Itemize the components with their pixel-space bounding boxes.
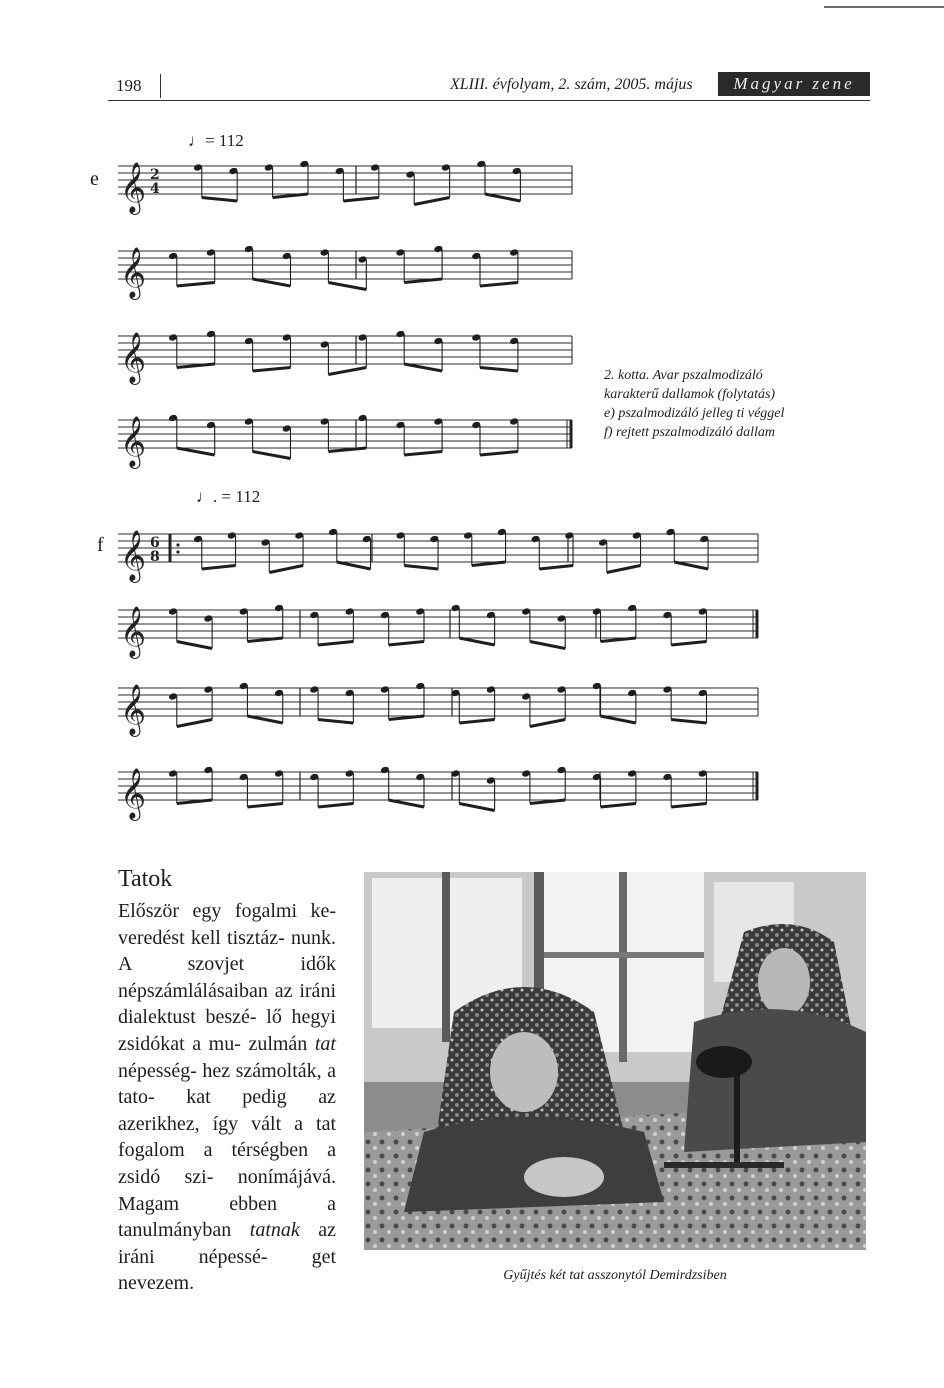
repeat-dot [176, 550, 179, 553]
issue-info: XLIII. évfolyam, 2. szám, 2005. május [450, 76, 693, 93]
note-beam [404, 364, 442, 371]
note-beam [472, 562, 506, 566]
note-beam [674, 562, 708, 569]
note-beam [671, 804, 706, 808]
note-beam [247, 716, 282, 723]
note-beam [530, 642, 565, 649]
example-e-label: e [90, 168, 99, 190]
body-line: zulmán tat népesség- [118, 1032, 336, 1082]
note-beam [480, 368, 518, 372]
body-line: Először egy fogalmi ke- [118, 900, 336, 922]
time-signature-denominator: 4 [150, 181, 160, 197]
note-beam [389, 642, 424, 646]
note-beam [530, 800, 565, 804]
note-beam [601, 804, 636, 808]
note-beam [459, 804, 494, 811]
section-badge: Magyar zene [718, 72, 870, 96]
body-line: nonímájává. Magam [118, 1165, 336, 1215]
body-line: nunk. A szovjet idők [118, 926, 337, 976]
photo-image [364, 872, 866, 1250]
treble-clef-icon: 𝄞 [120, 530, 147, 581]
photo-caption: Gyűjtés két tat asszonytól Demirdzsiben [503, 1268, 727, 1283]
treble-clef-icon: 𝄞 [120, 684, 147, 735]
note-beam [247, 638, 282, 642]
dotted-quarter-note-icon: ♩ [196, 487, 213, 506]
note-beam [177, 283, 215, 287]
note-beam [177, 800, 212, 804]
note-beam [328, 448, 366, 452]
article-body [118, 898, 336, 1297]
example-f-tempo: ♩. = 112 [196, 487, 261, 506]
body-line: a térségben a zsidó szi- [118, 1139, 336, 1188]
note-beam [671, 720, 706, 724]
note-beam [253, 279, 291, 286]
note-beam [253, 368, 291, 372]
note-beam [328, 368, 366, 375]
body-line: ebben a tanulmányban [118, 1192, 336, 1242]
treble-clef-icon: 𝄞 [120, 247, 147, 298]
treble-clef-icon: 𝄞 [120, 332, 147, 383]
body-line: népszámlálásaiban az [118, 979, 293, 1002]
quarter-note-icon: ♩ [188, 131, 205, 150]
example-e-tempo: ♩= 112 [188, 131, 244, 150]
note-beam [343, 198, 378, 202]
treble-clef-icon: 𝄞 [120, 416, 147, 467]
note-beam [389, 800, 424, 807]
example-f-label: f [97, 534, 104, 556]
time-signature-denominator: 8 [150, 549, 160, 565]
music-caption-line: karakterű dallamok (folytatás) [604, 387, 776, 402]
note-beam [607, 566, 641, 573]
note-beam [671, 642, 706, 646]
note-beam [480, 283, 518, 287]
section-heading: Tatok [118, 866, 173, 892]
time-signature-numerator: 2 [150, 167, 160, 183]
body-line: iráni dialektust beszé- [118, 979, 336, 1029]
page-number: 198 [116, 76, 142, 95]
note-beam [404, 566, 438, 570]
note-beam [485, 194, 520, 201]
note-beam [202, 198, 237, 202]
note-beam [269, 566, 303, 573]
body-line: hez számolták, a tato- [118, 1059, 337, 1109]
note-beam [202, 566, 236, 570]
note-beam [177, 642, 212, 649]
note-beam [318, 804, 353, 808]
treble-clef-icon: 𝄞 [120, 162, 147, 213]
note-beam [177, 364, 215, 368]
body-line: veredést kell tisztáz- [118, 926, 285, 949]
body-line: kat pedig az azerikhez, [118, 1086, 337, 1135]
treble-clef-icon: 𝄞 [120, 606, 147, 657]
note-beam [389, 716, 424, 720]
note-beam [404, 452, 442, 456]
note-beam [530, 720, 565, 727]
note-beam [247, 804, 282, 808]
note-beam [177, 720, 212, 727]
italic-term: tat [314, 1032, 336, 1055]
note-beam [328, 283, 366, 290]
note-beam [539, 566, 573, 570]
note-beam [480, 452, 518, 456]
repeat-dot [176, 543, 179, 546]
note-beam [253, 452, 291, 459]
music-caption-line: f) rejtett pszalmodizáló dallam [604, 425, 775, 440]
note-beam [601, 716, 636, 723]
music-caption-line: e) pszalmodizáló jelleg ti véggel [604, 406, 785, 421]
note-beam [404, 279, 442, 283]
note-beam [318, 642, 353, 646]
note-beam [459, 720, 494, 724]
note-beam [337, 562, 371, 569]
treble-clef-icon: 𝄞 [120, 768, 147, 819]
body-line: így vált a tat fogalom [118, 1112, 336, 1162]
body-line: tatnak az iráni népessé- [118, 1219, 336, 1268]
note-beam [273, 194, 308, 198]
music-caption [604, 366, 864, 442]
body-line: get nevezem. [118, 1245, 336, 1295]
note-beam [414, 198, 449, 205]
photo [364, 872, 866, 1250]
body-line: lő hegyi zsidókat a mu- [118, 1006, 336, 1055]
time-signature-numerator: 6 [150, 535, 160, 551]
note-beam [601, 638, 636, 642]
note-beam [177, 448, 215, 455]
note-beam [459, 638, 494, 645]
note-beam [318, 720, 353, 724]
italic-term: tatnak [249, 1219, 300, 1242]
music-caption-line: 2. kotta. Avar pszalmodizáló [604, 368, 763, 383]
